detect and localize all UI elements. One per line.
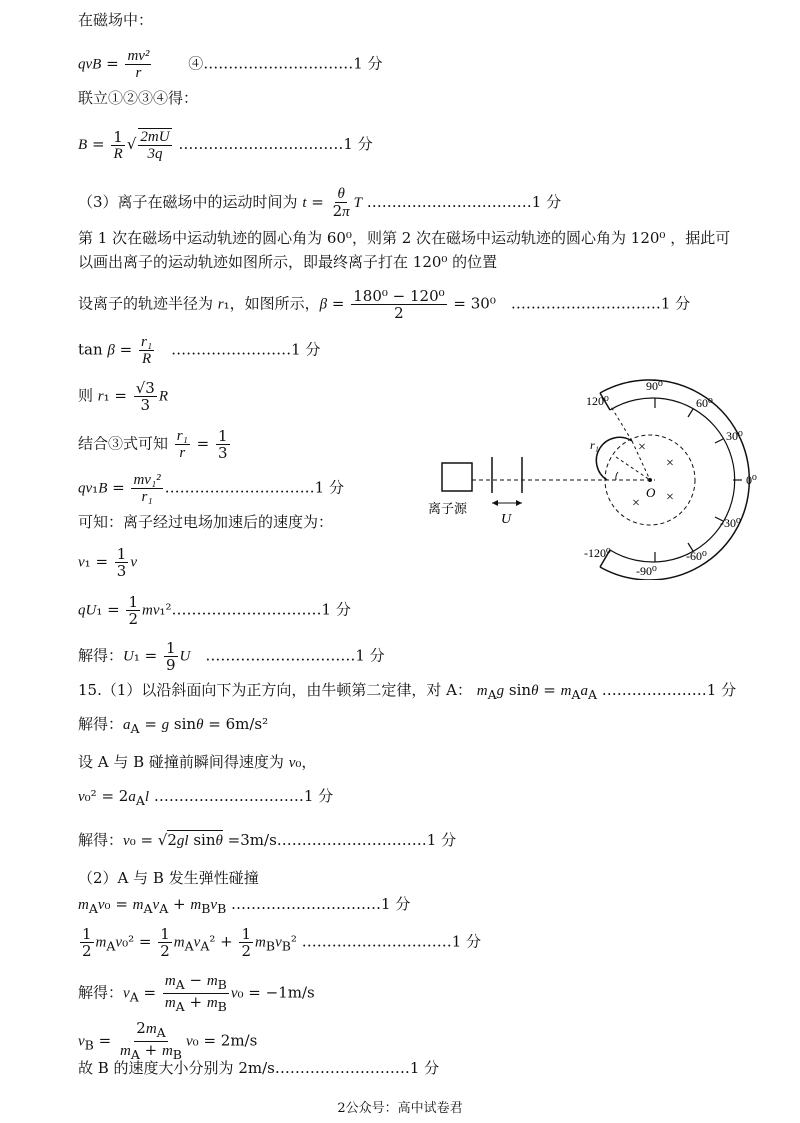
text-line-6: 第 1 次在磁场中运动轨迹的圆心角为 60⁰，则第 2 次在磁场中运动轨迹的圆心角为 120⁰ ，据此可 [78,229,731,247]
angle-label: 90⁰ [646,379,663,393]
center-label: O [646,485,656,500]
ion-trajectory-figure [410,375,770,580]
text-line-17: 15.（1）以沿斜面向下为正方向，由牛顿第二定律，对 A： $m_Ag$ $\sin\theta = m_Aa_A$ …………………1 分 [78,681,737,702]
angle-label: -30⁰ [720,516,741,530]
equation-line-4: B = $\frac{1}{R}$ √ $\frac{2mU}{3q}$ ……………………………1 分 [78,127,373,162]
ion-trajectory [596,437,632,480]
radius-label: r₁ [590,438,599,452]
field-symbol: × [638,440,646,455]
angle-label: 120⁰ [586,394,609,408]
voltage-label: U [501,512,512,527]
text-line-22: （2）A 与 B 发生弹性碰撞 [78,869,259,887]
text-line-3: 联立①②③④得： [78,89,199,107]
text-line-24: $\frac{1}{2}$ $m_Av_0^2$ = $\frac{1}{2}$ $m_Av_A^2$ + $\frac{1}{2}$ $m_Bv_B^2$ …………………………1 分 [82,925,482,960]
angle-label: -90⁰ [636,564,657,578]
angle-label: 60⁰ [696,396,713,410]
text-line-10: 则 r₁ = $\frac{√3}{3}$ R [78,379,169,414]
text-line-14: v₁ = $\frac{1}{3}$ v [78,545,138,580]
text-line-16: 解得：U₁ = $\frac{1}{9}$ U …………………………1 分 [78,639,385,674]
ion-source-box [442,463,472,491]
field-symbol: × [632,496,640,511]
equation-line-2: qvB = $\frac{\text{mv²}}{r}$ ④…………………………1 分 [78,48,383,81]
text-line-27: 故 B 的速度大小分别为 2m/s………………………1 分 [78,1059,440,1077]
text-line-26: $v_B$ = $\frac{2m_A}{m_A + m_B}$ v₀ = 2m/s [78,1019,258,1062]
text-line-25: 解得：$v_A$ = $\frac{m_A - m_B}{m_A + m_B}$ v₀ = −1m/s [78,971,315,1014]
ion-source-label: 离子源 [428,501,468,516]
text-line-15: qU₁ = $\frac{1}{2}$ mv₁²…………………………1 分 [78,593,351,628]
text-line-9: tan β = $\frac{\text{r₁}}{R}$ ……………………1 分 [78,334,321,367]
text-line-23: $m_Av_0 = m_Av_A + m_Bv_B$ …………………………1 分 [78,895,411,916]
text-line-21: 解得：v₀ = √2gl sinθ =3m/s…………………………1 分 [78,831,457,849]
text-line-18: 解得：$a_A = g$ sinθ = 6m/s² [78,715,269,736]
text-line-1: 在磁场中： [78,11,154,29]
text-line-7: 以画出离子的运动轨迹如图所示，即最终离子打在 120⁰ 的位置 [78,253,498,271]
text-line-20: $v_0^2 = 2a_Al$ …………………………1 分 [78,787,334,808]
text-line-11: 结合③式可知 $\frac{\text{r₁}}{r}$ = $\frac{1}{3}$ [78,427,228,462]
text-line-12: qv₁B = $\frac{\text{mv₁²}}{\text{r₁}}$ …………………………1 分 [78,472,344,505]
text-line-8: 设离子的轨迹半径为 r₁，如图所示，β = $\frac{\text{180⁰ − 120⁰}}{2}$ = 30⁰ …………………………1 分 [78,287,691,322]
field-symbol: × [666,456,674,471]
text-line-5: （3）离子在磁场中的运动时间为 t = $\frac{\theta}{2\pi}$ T ……………………………1 分 [78,186,562,220]
page-footer: 2公众号：高中试卷君 [337,1101,463,1116]
text-line-13: 可知：离子经过电场加速后的速度为： [78,513,334,531]
text-line-19: 设 A 与 B 碰撞前瞬间得速度为 v₀， [78,753,317,771]
angle-label: -120⁰ [584,546,611,560]
angle-label: 30⁰ [726,429,743,443]
angle-label: -60⁰ [686,549,707,563]
field-symbol: × [666,490,674,505]
angle-label: 0⁰ [746,473,757,487]
